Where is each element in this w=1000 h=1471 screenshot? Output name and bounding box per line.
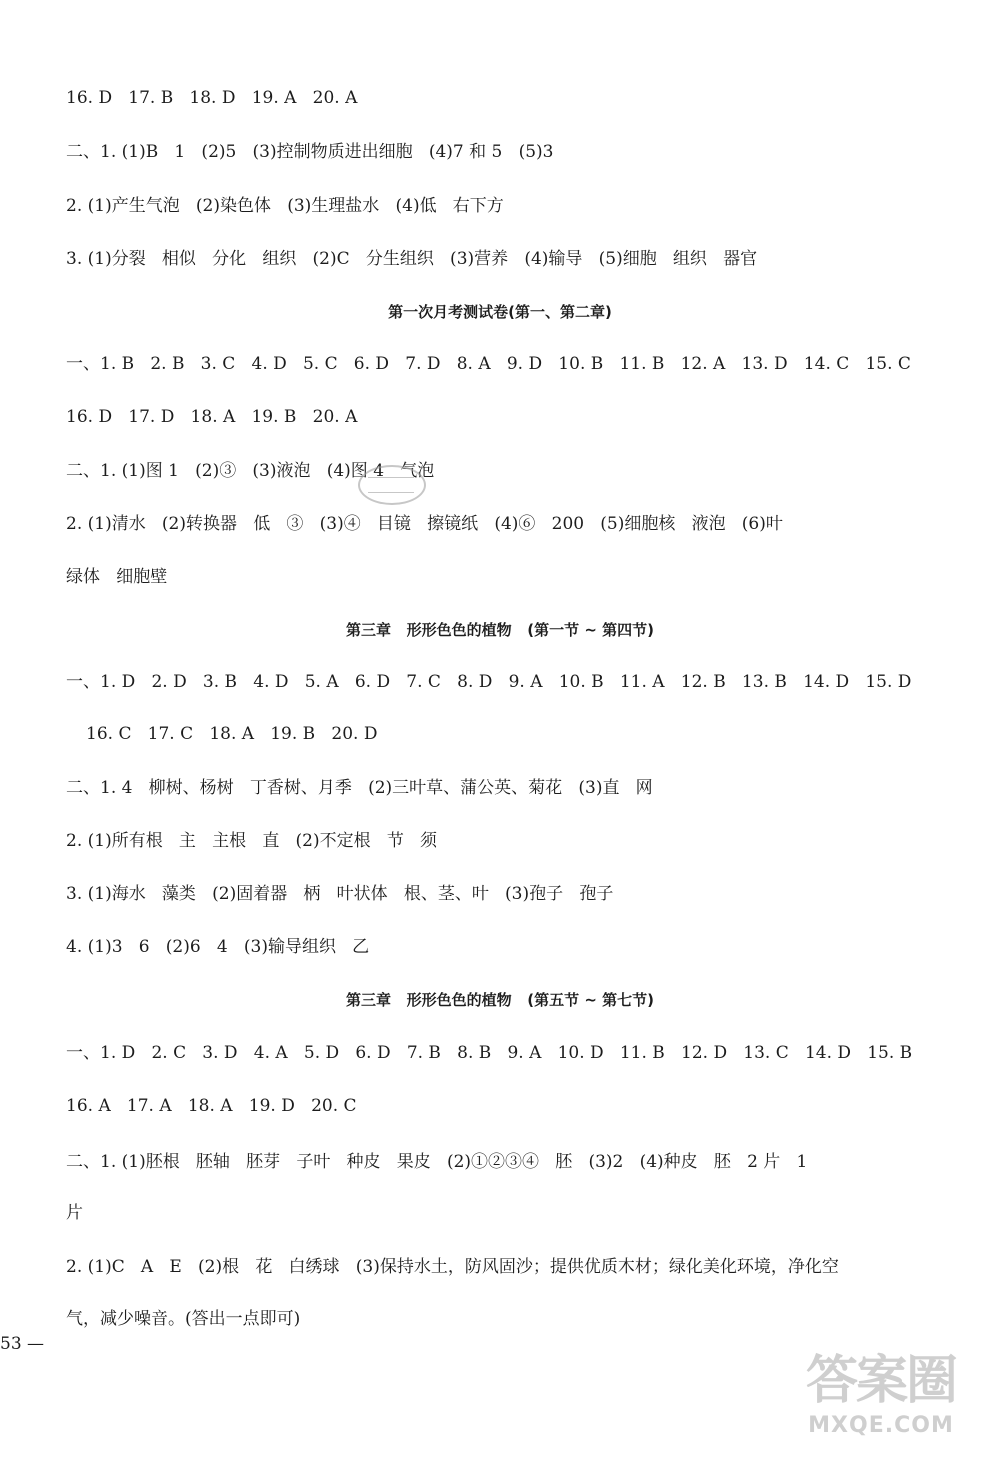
answer-line: 片	[66, 1203, 83, 1223]
answer-line: 2. (1)C A E (2)根 花 白绣球 (3)保持水土，防风固沙；提供优质木材；绿化美化环境，净化空	[66, 1257, 839, 1277]
watermark-logo: 答案圈	[805, 1351, 956, 1411]
answer-line: 4. (1)3 6 (2)6 4 (3)输导组织 乙	[66, 937, 370, 957]
answer-line: 二、1. (1)B 1 (2)5 (3)控制物质进出细胞 (4)7 和 5 (5)3	[66, 142, 554, 162]
answer-line: 二、1. (1)图 1 (2)③ (3)液泡 (4)图 4 气泡	[66, 461, 435, 481]
answer-line: 绿体 细胞壁	[66, 567, 168, 587]
answer-line: 二、1. 4 柳树、杨树 丁香树、月季 (2)三叶草、蒲公英、菊花 (3)直 网	[66, 778, 653, 798]
stamp-mark	[358, 465, 426, 505]
section-heading: 第三章 形形色色的植物 (第五节 ~ 第七节)	[345, 991, 655, 1009]
answer-line: 16. A 17. A 18. A 19. D 20. C	[66, 1096, 357, 1116]
answer-line: 3. (1)分裂 相似 分化 组织 (2)C 分生组织 (3)营养 (4)输导 (5)细胞 组织 器官	[66, 249, 758, 269]
answer-line: 2. (1)所有根 主 主根 直 (2)不定根 节 须	[66, 831, 438, 851]
watermark-site: MXQE.COM	[808, 1413, 954, 1438]
answer-line: 一、1. D 2. D 3. B 4. D 5. A 6. D 7. C 8. D 9. A 10. B 11. A 12. B 13. B 14. D 15. D	[66, 672, 912, 692]
answer-line: 3. (1)海水 藻类 (2)固着器 柄 叶状体 根、茎、叶 (3)孢子 孢子	[66, 884, 614, 904]
answer-line: 2. (1)清水 (2)转换器 低 ③ (3)④ 目镜 擦镜纸 (4)⑥ 200 (5)细胞核 液泡 (6)叶	[66, 514, 783, 534]
answer-line: 一、1. D 2. C 3. D 4. A 5. D 6. D 7. B 8. B 9. A 10. D 11. B 12. D 13. C 14. D 15. B	[66, 1043, 913, 1063]
answer-line: 16. D 17. D 18. A 19. B 20. A	[66, 407, 358, 427]
answer-line: 16. D 17. B 18. D 19. A 20. A	[66, 88, 358, 108]
answer-line: 一、1. B 2. B 3. C 4. D 5. C 6. D 7. D 8. A 9. D 10. B 11. B 12. A 13. D 14. C 15. C	[66, 354, 911, 374]
answer-line: 气，减少噪音。(答出一点即可)	[66, 1309, 301, 1329]
answer-line: 2. (1)产生气泡 (2)染色体 (3)生理盐水 (4)低 右下方	[66, 196, 504, 216]
section-heading: 第一次月考测试卷(第一、第二章)	[388, 303, 612, 321]
watermark	[786, 1349, 976, 1457]
answer-line: 16. C 17. C 18. A 19. B 20. D	[86, 724, 378, 744]
section-heading: 第三章 形形色色的植物 (第一节 ~ 第四节)	[345, 621, 655, 639]
page-number: 53 —	[0, 1334, 45, 1354]
answer-line: 二、1. (1)胚根 胚轴 胚芽 子叶 种皮 果皮 (2)①②③④ 胚 (3)2 (4)种皮 胚 2 片 1	[66, 1152, 808, 1172]
